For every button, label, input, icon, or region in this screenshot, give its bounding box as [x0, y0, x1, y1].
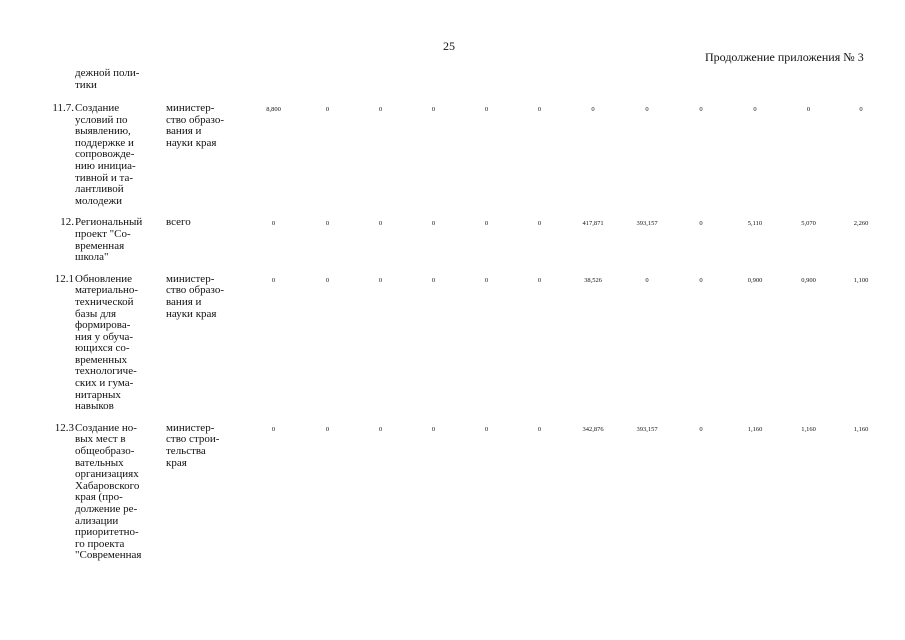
value-cell [728, 67, 782, 102]
value-cell: 0 [378, 106, 383, 113]
row-name: Обновление материально- технической базы для формирова- ния у обуча- ющихся со- временных технологиче- ских и гума- нитарных навыков [75, 272, 139, 413]
row-executor-cell [166, 422, 246, 571]
row-executor-cell [166, 216, 246, 272]
value-cell: 0 [645, 106, 649, 113]
table-row [30, 273, 887, 422]
value-cell [674, 67, 728, 102]
row-executor: министер- ство образо- вания и науки края [166, 272, 224, 320]
value-cell: 0 [699, 425, 703, 433]
table-body [30, 67, 887, 571]
row-name-cell [74, 273, 166, 422]
table-row [30, 67, 887, 102]
row-number: 12.3 [54, 421, 74, 434]
row-name-cell [74, 67, 166, 102]
value-cell: 0,900 [801, 276, 816, 284]
table-row [30, 102, 887, 216]
value-cell: 0 [325, 106, 330, 113]
value-cell: 0 [378, 276, 383, 284]
value-cell [246, 67, 301, 102]
value-cell: 0 [699, 220, 703, 228]
value-cell: 5,070 [801, 220, 816, 228]
value-cell [301, 67, 354, 102]
value-cell: 0 [537, 220, 542, 228]
value-cell: 0 [484, 425, 489, 433]
value-cell: 0 [325, 220, 330, 228]
value-cell: 0 [645, 276, 649, 284]
value-cell: 0 [378, 220, 383, 228]
value-cell: 0 [484, 106, 489, 113]
row-name: Создание но- вых мест в общеобразо- вательных организациях Хабаровского края (про- должение ре- ализации приоритетно- го проекта "Современная [75, 421, 142, 562]
program-table [30, 67, 880, 571]
value-cell: 393,157 [636, 425, 658, 433]
value-cell: 1,100 [853, 276, 869, 284]
value-cell: 0 [699, 276, 703, 284]
value-cell: 0 [537, 425, 542, 433]
row-name-cell [74, 102, 166, 216]
value-cell: 0 [431, 106, 436, 113]
value-cell: 0 [431, 425, 436, 433]
value-cell: 5,110 [747, 220, 763, 228]
value-cell: 2,260 [853, 220, 869, 228]
value-cell [782, 67, 835, 102]
value-cell: 0 [271, 220, 276, 228]
value-cell: 0 [431, 220, 436, 228]
row-name-cell [74, 422, 166, 571]
value-cell: 0 [378, 425, 383, 433]
value-cell: 0 [431, 276, 436, 284]
value-cell: 0 [537, 276, 542, 284]
row-number: 11.7. [52, 102, 74, 114]
value-cell [513, 67, 566, 102]
row-executor-cell [166, 67, 246, 102]
page-number: 25 [443, 39, 455, 53]
row-executor: всего [166, 216, 191, 229]
value-cell: 8,800 [266, 106, 281, 113]
value-cell: 0 [806, 106, 811, 113]
value-cell [354, 67, 407, 102]
row-executor: министер- ство строи- тельства края [166, 421, 220, 469]
value-cell: 0 [699, 106, 703, 113]
appendix-note: Продолжение приложения № 3 [705, 50, 864, 64]
row-name: Создание условий по выявлению, поддержке и сопровожде- нию инициа- тивной и та- лантливой молодежи [75, 102, 136, 207]
value-cell: 393,157 [636, 220, 658, 228]
row-name: дежной поли- тики [75, 67, 140, 91]
table-row [30, 422, 887, 571]
value-cell: 1,160 [853, 425, 869, 433]
value-cell: 0 [753, 106, 757, 113]
value-cell: 0 [484, 220, 489, 228]
value-cell: 1,160 [801, 425, 816, 433]
program-table-grid [30, 67, 887, 571]
row-name-cell [74, 216, 166, 272]
row-number: 12.1 [54, 272, 74, 285]
row-name: Региональный проект "Со- временная школа" [75, 216, 143, 264]
value-cell: 0 [859, 106, 863, 113]
value-cell [566, 67, 620, 102]
value-cell [620, 67, 674, 102]
value-cell: 0 [537, 106, 542, 113]
value-cell: 0 [484, 276, 489, 284]
row-executor-cell [166, 273, 246, 422]
row-number [30, 67, 74, 102]
value-cell: 342,876 [582, 425, 604, 433]
value-cell: 0 [271, 276, 276, 284]
value-cell: 0 [325, 425, 330, 433]
value-cell [460, 67, 513, 102]
value-cell: 1,160 [747, 425, 763, 433]
value-cell: 38,526 [584, 276, 602, 284]
value-cell [835, 67, 887, 102]
row-number: 12. [60, 216, 74, 229]
table-row [30, 216, 887, 272]
value-cell: 0 [325, 276, 330, 284]
row-executor-cell [166, 102, 246, 216]
value-cell [407, 67, 460, 102]
value-cell: 0 [271, 425, 276, 433]
row-executor: министер- ство образо- вания и науки края [166, 102, 224, 149]
value-cell: 0 [591, 106, 595, 113]
value-cell: 417,871 [582, 220, 604, 228]
value-cell: 0,900 [747, 276, 763, 284]
